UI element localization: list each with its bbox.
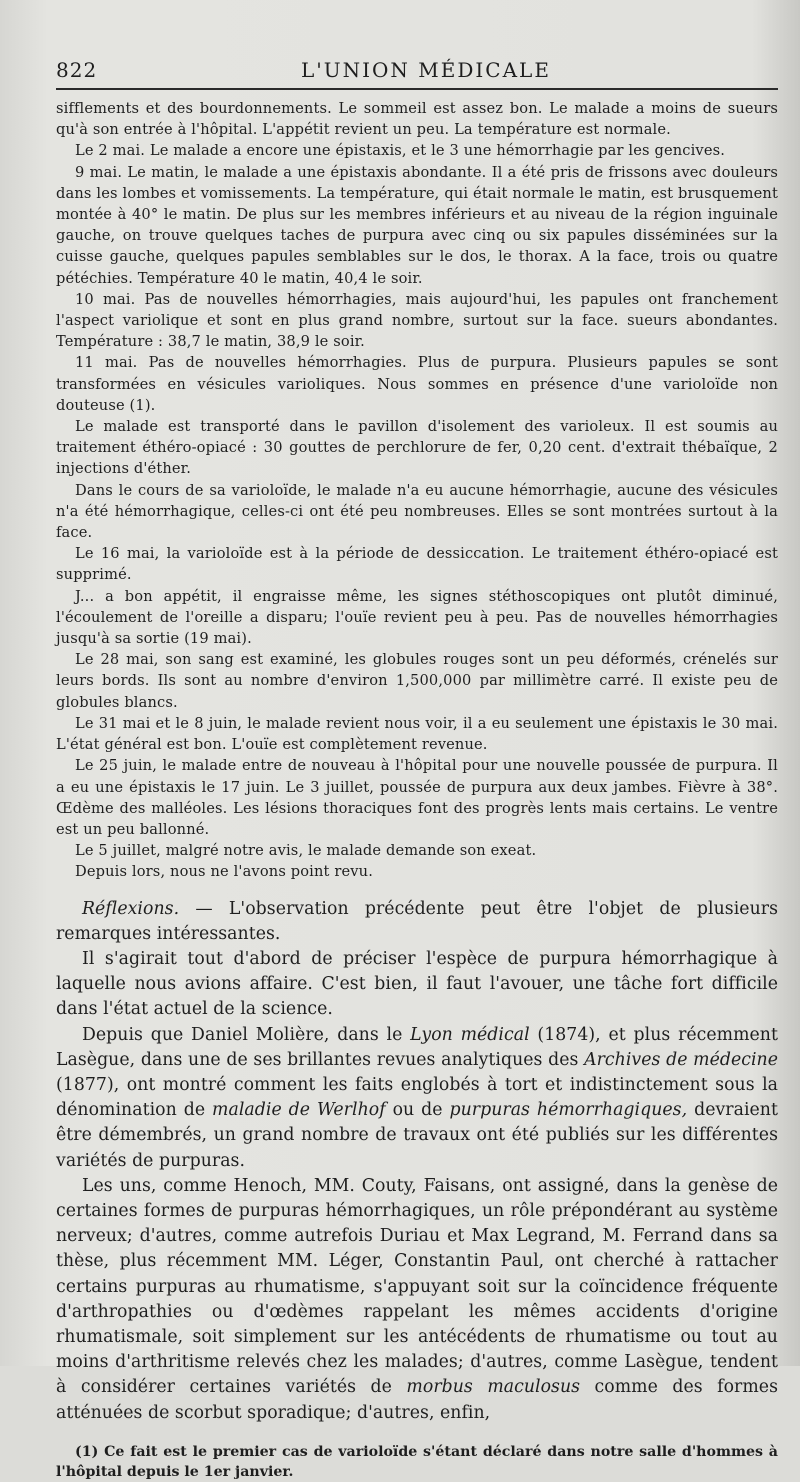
- paragraph: Il s'agirait tout d'abord de préciser l'espèce de purpura hémorrhagique à laquelle nous avions affaire. C'est bien, il faut l'avouer, une tâche fort difficile dans l'état actuel de la science.: [56, 948, 778, 1020]
- paragraph: Les uns, comme Henoch, MM. Couty, Faisans, ont assigné, dans la genèse de certaines formes de purpuras hémorrhagiques, un rôle prépondérant au système nerveux; d'autres, comme autrefois Duriau et Max Legrand, M. Ferrand dans sa thèse, plus récemment MM. Léger, Constantin Paul, ont cherché à rattacher certains purpuras au rhumatisme, s'appuyant soit sur la coïncidence fréquente d'arthropathies ou d'œdèmes rappelant les mêmes accidents d'origine rhumatismale, soit simplement sur les antécédents de rhumatisme ou tout au moins d'arthritisme relevés chez les malades; d'autres, comme Lasègue, tendent à considérer certaines variétés de morbus maculosus comme des formes atténuées de scorbut sporadique; d'autres, enfin,: [56, 1175, 778, 1423]
- paragraph: 9 mai. Le matin, le malade a une épistaxis abondante. Il a été pris de frissons avec douleurs dans les lombes et vomissements. La température, qui était normale le matin, est brusquement montée à 40° le matin. De plus sur les membres inférieurs et au niveau de la région inguinale gauche, on trouve quelques taches de purpura avec cinq ou six papules disséminées sur la cuisse gauche, quelques papules semblables sur le dos, le thorax. A la face, trois ou quatre pétéchies. Température 40 le matin, 40,4 le soir.: [56, 163, 778, 287]
- paragraph: Depuis lors, nous ne l'avons point revu.: [75, 863, 373, 881]
- paragraph: Le 31 mai et le 8 juin, le malade revient nous voir, il a eu seulement une épistaxis le 30 mai. L'état général est bon. L'ouïe est complètement revenue.: [56, 714, 778, 754]
- reflexions-label: Réflexions.: [82, 898, 180, 919]
- paragraph: 11 mai. Pas de nouvelles hémorrhagies. Plus de purpura. Plusieurs papules se sont transformées en vésicules varioliques. Nous sommes en présence d'une varioloïde non douteuse (1).: [56, 354, 778, 414]
- page-header: [56, 58, 778, 90]
- paragraph: Le 16 mai, la varioloïde est à la période de dessiccation. Le traitement éthéro-opiacé est supprimé.: [56, 545, 778, 584]
- paragraph: Le 25 juin, le malade entre de nouveau à l'hôpital pour une nouvelle poussée de purpura. Il a eu une épistaxis le 17 juin. Le 3 juillet, poussée de purpura aux deux jambes. Fièvre à 38°. Œdème des malléoles. Les lésions thoraciques font des progrès lents mais certains. Le ventre est un peu ballonné.: [56, 757, 778, 838]
- page-number: 822: [56, 58, 98, 82]
- footnote-text: (1) Ce fait est le premier cas de varioloïde s'étant déclaré dans notre salle d'hommes à l'hôpital depuis le 1er janvier.: [56, 1443, 778, 1480]
- footnote: [56, 1442, 778, 1482]
- paragraph: Le 28 mai, son sang est examiné, les globules rouges sont un peu déformés, crénelés sur leurs bords. Ils sont au nombre d'environ 1,500,000 par millimètre carré. Il existe peu de globules blancs.: [56, 651, 778, 711]
- paragraph: Le 5 juillet, malgré notre avis, le malade demande son exeat.: [75, 842, 537, 860]
- paragraph: Dans le cours de sa varioloïde, le malade n'a eu aucune hémorrhagie, aucune des vésicules n'a été hémorrhagique, celles-ci ont été peu nombreuses. Elles se sont montrées surtout à la face.: [56, 481, 778, 542]
- paragraph: J... a bon appétit, il engraisse même, les signes stéthoscopiques ont plutôt diminué, l'écoulement de l'oreille a disparu; l'ouïe revient peu à peu. Pas de nouvelles hémorrhagies jusqu'à sa sortie (19 mai).: [56, 587, 778, 648]
- running-title: L'UNION MÉDICALE: [301, 58, 551, 82]
- observation-text: [56, 98, 778, 883]
- paragraph: Réflexions. — L'observation précédente peut être l'objet de plusieurs remarques intéressantes.: [56, 898, 778, 944]
- paragraph: Le 2 mai. Le malade a encore une épistaxis, et le 3 une hémorrhagie par les gencives.: [75, 142, 726, 160]
- paragraph: Le malade est transporté dans le pavillon d'isolement des varioleux. Il est soumis au traitement éthéro-opiacé : 30 gouttes de perchlorure de fer, 0,20 cent. d'extrait thébaïque, 2 injections d'éther.: [56, 418, 778, 478]
- reflexions-section: [56, 897, 778, 1426]
- paragraph: 10 mai. Pas de nouvelles hémorrhagies, mais aujourd'hui, les papules ont franchement l'aspect variolique et sont en plus grand nombre, surtout sur la face. sueurs abondantes. Température : 38,7 le matin, 38,9 le soir.: [56, 290, 778, 351]
- paragraph: sifflements et des bourdonnements. Le sommeil est assez bon. Le malade a moins de sueurs qu'à son entrée à l'hôpital. L'appétit revient un peu. La température est normale.: [56, 100, 778, 139]
- paragraph: Depuis que Daniel Molière, dans le Lyon médical (1874), et plus récemment Lasègue, dans une de ses brillantes revues analytiques des Archives de médecine (1877), ont montré comment les faits englobés à tort et indistinctement sous la dénomination de maladie de Werlhof ou de purpuras hémorrhagiques, devraient être démembrés, un grand nombre de travaux ont été publiés sur les différentes variétés de purpuras.: [56, 1024, 778, 1171]
